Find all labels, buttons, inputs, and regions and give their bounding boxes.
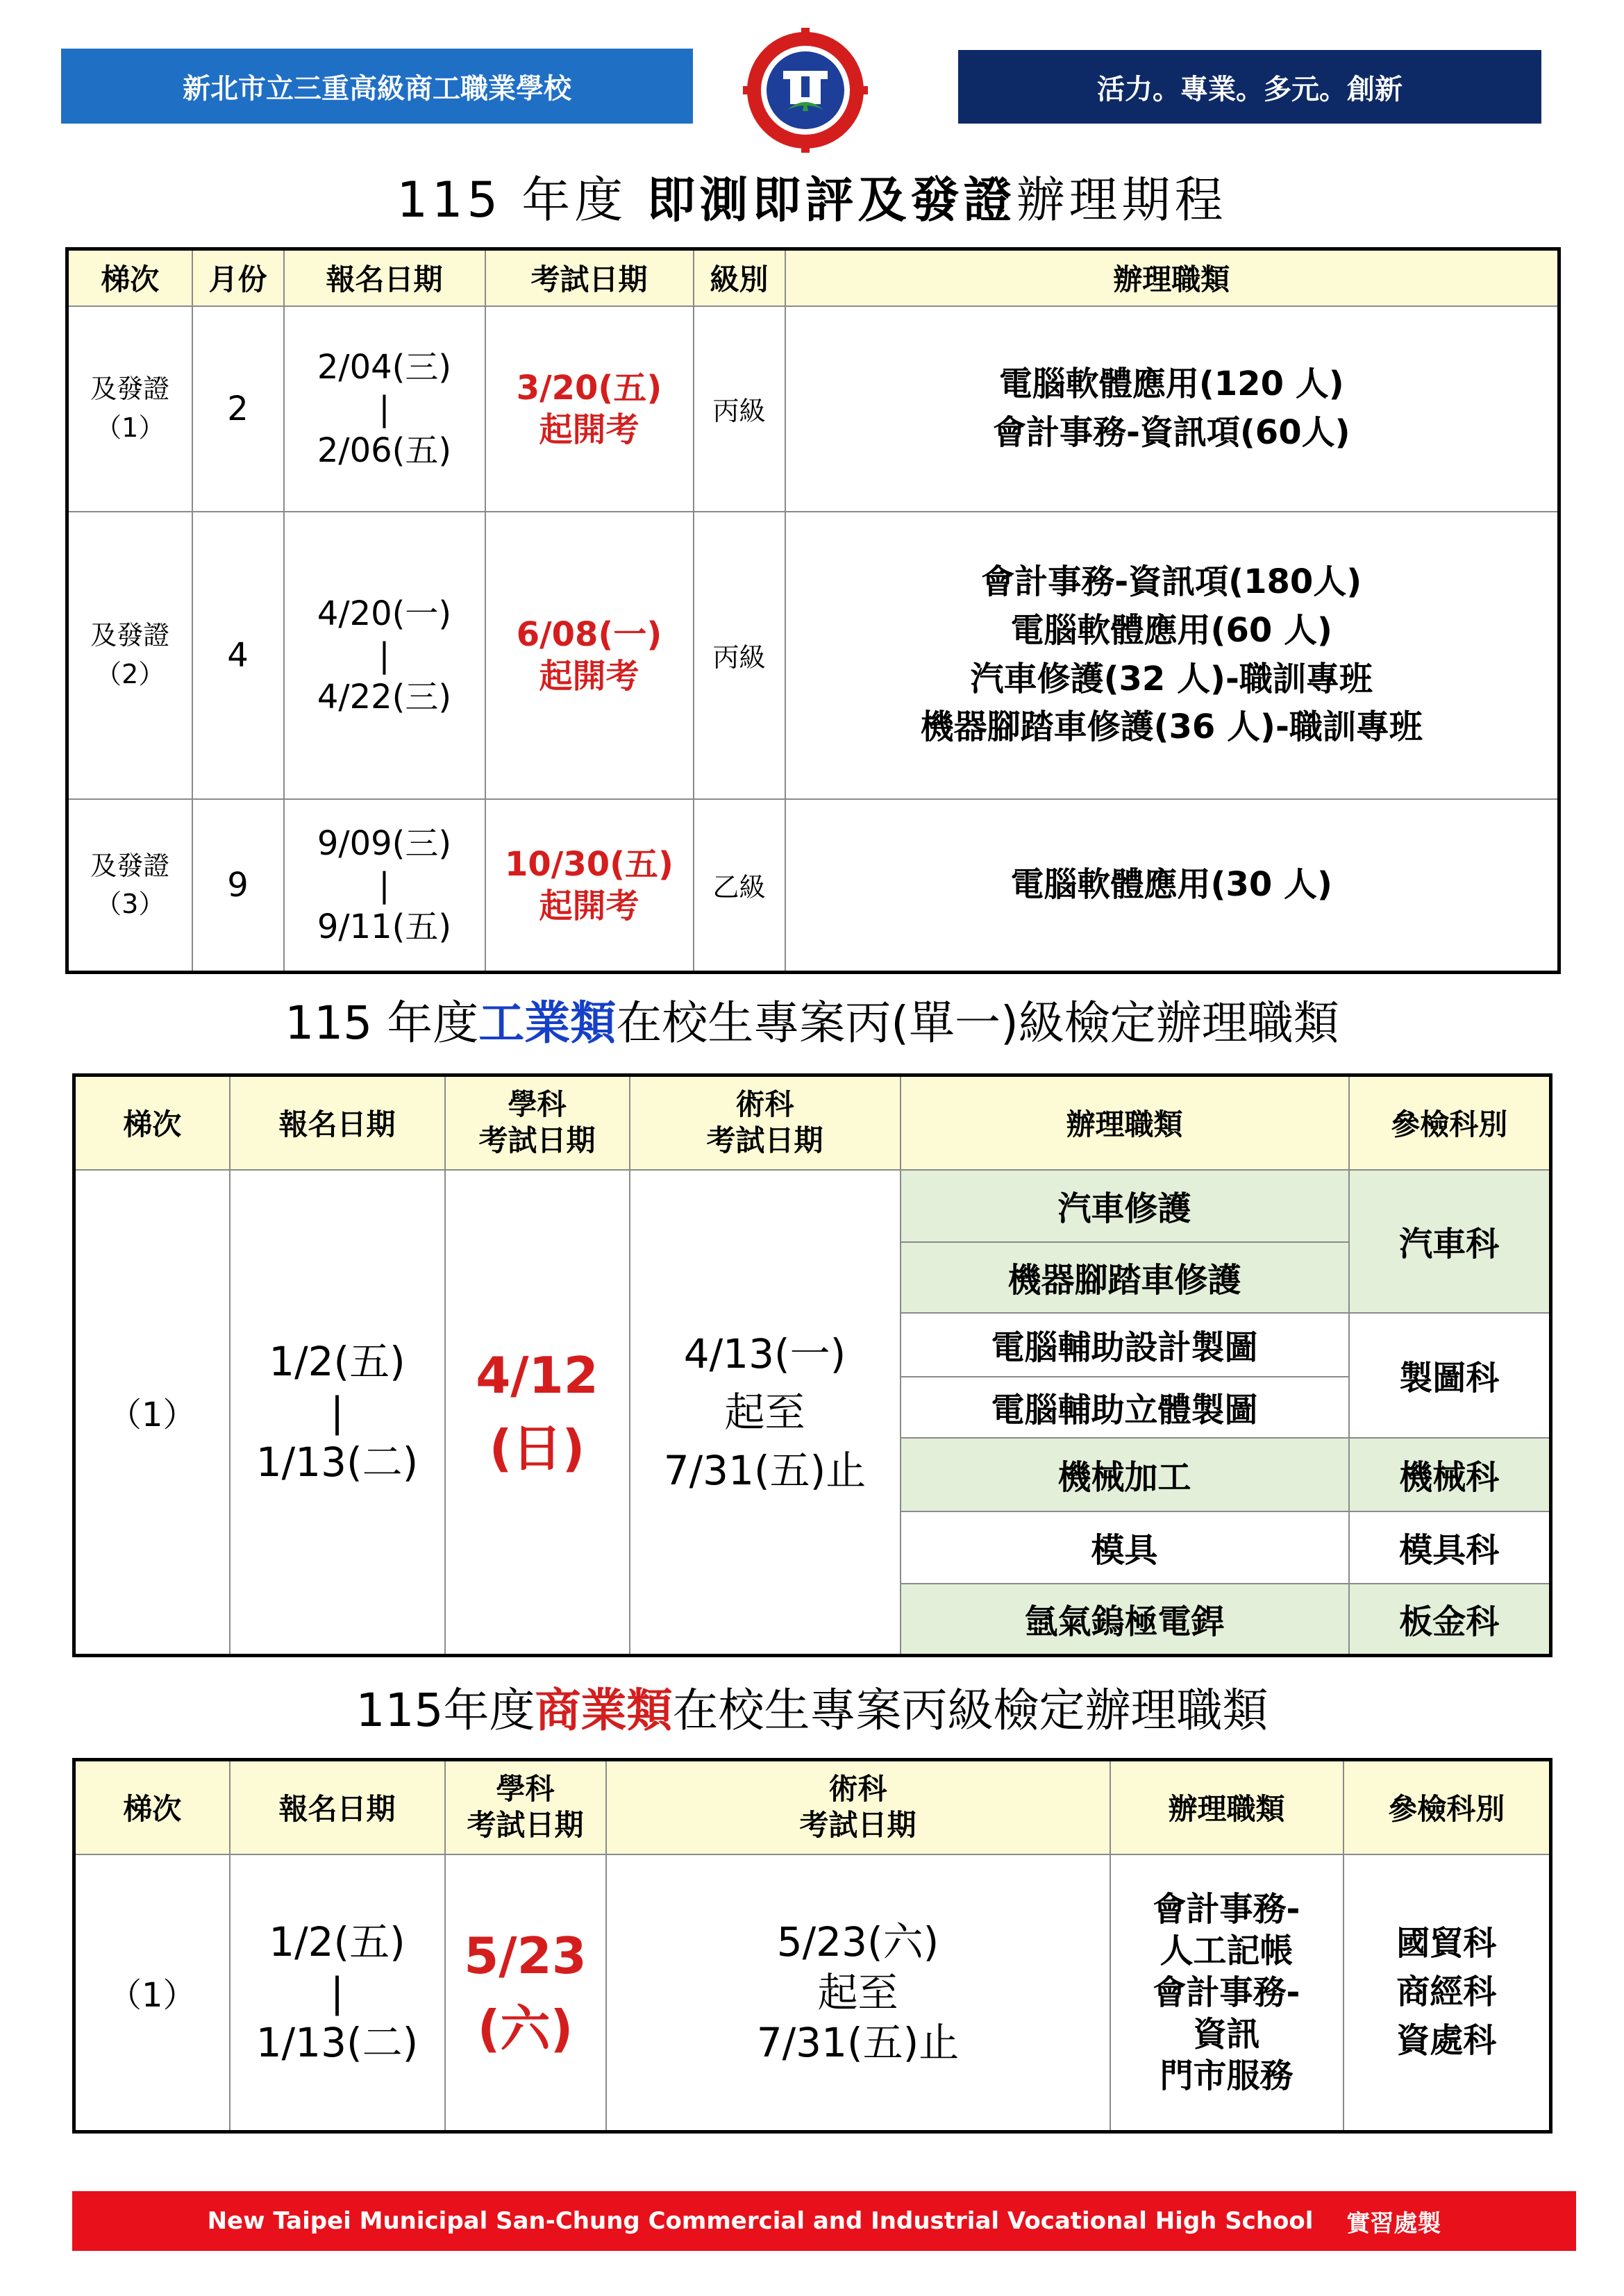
reg-start: 1/2(五) (269, 1918, 405, 1966)
job-item: 會計事務- (1153, 1972, 1300, 2012)
theory-exam-cell (445, 1854, 606, 2132)
department-cell: 製圖科 (1349, 1313, 1551, 1438)
header-exam-date: 考試日期 (485, 249, 694, 306)
reg-end: 1/13(二) (256, 1439, 419, 1486)
section3-title-suffix: 在校生專案丙級檢定辦理職類 (672, 1684, 1269, 1737)
job-item: 機器腳踏車修護(36 人)-職訓專班 (920, 707, 1423, 747)
department-cell (1343, 1854, 1551, 2132)
section2-title-highlight: 工業類 (478, 996, 617, 1050)
header-registration: 報名日期 (230, 1075, 445, 1170)
batch-number: （1） (95, 412, 165, 443)
department-cell: 模具科 (1349, 1511, 1551, 1584)
schedule-table (65, 247, 1561, 974)
header-job-types: 辦理職類 (785, 249, 1559, 306)
school-motto: 活力。專業。多元。創新 (1097, 73, 1403, 106)
section1-title-prefix: 115 年度 (396, 171, 647, 228)
department-cell: 板金科 (1349, 1584, 1551, 1656)
theory-weekday: (六) (477, 1999, 574, 2058)
job-item: 會計事務-資訊項(60人) (992, 412, 1350, 452)
job-item: 人工記帳 (1160, 1931, 1294, 1970)
header-registration: 報名日期 (284, 249, 485, 306)
exam-start-note: 起開考 (539, 410, 639, 449)
school-name-banner (61, 49, 693, 124)
header-batch: 梯次 (74, 1760, 230, 1854)
batch-number: （2） (95, 658, 165, 689)
registration-cell (284, 512, 485, 799)
practical-end: 7/31(五)止 (756, 2019, 960, 2066)
header-month: 月份 (192, 249, 284, 306)
reg-start: 9/09(三) (317, 823, 452, 863)
footer-made-by: 實習處製 (1346, 2209, 1441, 2238)
header-practical-date-label: 考試日期 (799, 1808, 916, 1843)
exam-date-cell (485, 799, 694, 973)
reg-end: 1/13(二) (256, 2019, 419, 2066)
header-registration: 報名日期 (230, 1760, 445, 1854)
job-types-cell (785, 512, 1559, 799)
job-item: 機械加工 (901, 1438, 1349, 1511)
practical-range-word: 起至 (724, 1388, 805, 1436)
theory-date: 5/23 (464, 1927, 587, 1986)
job-item: 汽車修護 (901, 1170, 1349, 1242)
exam-date-cell (485, 306, 694, 512)
batch-label: 及發證 (90, 374, 170, 405)
reg-separator: | (378, 389, 390, 428)
section2-title (0, 986, 1624, 1052)
job-types-cell (785, 799, 1559, 973)
table-row (67, 512, 1559, 799)
registration-cell (230, 1170, 445, 1656)
header-level: 級別 (694, 249, 785, 306)
month-cell: 9 (192, 799, 284, 973)
practical-exam-cell (630, 1170, 901, 1656)
job-item: 電腦軟體應用(60 人) (1010, 610, 1332, 650)
header-theory-date-label: 考試日期 (478, 1123, 596, 1158)
commercial-table (72, 1758, 1552, 2134)
exam-start-note: 起開考 (539, 886, 639, 925)
job-item: 電腦輔助立體製圖 (901, 1377, 1349, 1438)
practical-start: 5/23(六) (776, 1918, 939, 1966)
section3-title (0, 1673, 1624, 1739)
reg-end: 2/06(五) (317, 430, 452, 470)
level-cell: 丙級 (694, 512, 785, 799)
commercial-header-row (74, 1760, 1551, 1854)
school-name: 新北市立三重高級商工職業學校 (183, 72, 571, 105)
registration-cell (230, 1854, 445, 2132)
practical-start: 4/13(一) (683, 1330, 846, 1377)
exam-start-note: 起開考 (539, 656, 639, 696)
reg-start: 4/20(一) (317, 594, 452, 633)
job-item: 汽車修護(32 人)-職訓專班 (970, 659, 1373, 698)
footer-banner (72, 2191, 1576, 2251)
header-theory-exam (445, 1760, 606, 1854)
job-item: 電腦軟體應用(30 人) (1010, 864, 1332, 904)
batch-label: 及發證 (90, 620, 170, 651)
job-item: 電腦軟體應用(120 人) (998, 364, 1344, 403)
industrial-table (72, 1073, 1552, 1657)
batch-cell: （1） (74, 1170, 230, 1656)
section3-title-prefix: 115年度 (355, 1684, 535, 1737)
batch-label: 及發證 (90, 850, 170, 881)
batch-cell: （1） (74, 1854, 230, 2132)
header-job-types: 辦理職類 (901, 1075, 1349, 1170)
header-practical-exam (606, 1760, 1110, 1854)
theory-exam-cell (445, 1170, 630, 1656)
reg-separator: | (378, 635, 390, 675)
school-logo (743, 28, 868, 153)
exam-date: 3/20(五) (516, 368, 662, 408)
practical-end: 7/31(五)止 (663, 1446, 867, 1494)
reg-separator: | (330, 1968, 344, 2016)
job-types-cell (785, 306, 1559, 512)
month-cell: 2 (192, 306, 284, 512)
exam-date: 6/08(一) (516, 614, 662, 654)
section1-title (0, 161, 1624, 231)
section1-title-bold: 即測即評及發證 (646, 171, 1016, 228)
exam-date: 10/30(五) (504, 844, 673, 884)
department-item: 國貿科 (1396, 1924, 1497, 1963)
theory-weekday: (日) (489, 1418, 585, 1477)
section3-title-highlight: 商業類 (535, 1684, 673, 1737)
theory-date: 4/12 (476, 1346, 598, 1405)
header-batch: 梯次 (67, 249, 192, 306)
job-item: 會計事務- (1153, 1889, 1300, 1929)
batch-cell (67, 799, 192, 973)
department-item: 資處科 (1396, 2020, 1497, 2060)
reg-separator: | (330, 1388, 344, 1436)
department-cell: 機械科 (1349, 1438, 1551, 1511)
practical-range-word: 起至 (817, 1968, 898, 2016)
header-practical-label: 術科 (828, 1771, 887, 1806)
batch-cell (67, 306, 192, 512)
header-department: 參檢科別 (1349, 1075, 1551, 1170)
header-theory-exam (445, 1075, 630, 1170)
header-practical-label: 術科 (735, 1087, 794, 1121)
reg-start: 1/2(五) (269, 1338, 405, 1385)
level-cell: 乙級 (694, 799, 785, 973)
header-theory-label: 學科 (496, 1771, 555, 1806)
footer-school-name: New Taipei Municipal San-Chung Commercial and Industrial Vocational High School (207, 2207, 1314, 2235)
section1-title-suffix: 辦理期程 (1016, 171, 1228, 228)
table-row (67, 306, 1559, 512)
header-department: 參檢科別 (1343, 1760, 1551, 1854)
job-item: 氬氣鎢極電銲 (901, 1584, 1349, 1656)
job-item: 機器腳踏車修護 (901, 1242, 1349, 1313)
job-item: 門市服務 (1160, 2056, 1294, 2095)
table-row (67, 799, 1559, 973)
section2-title-prefix: 115 年度 (285, 996, 479, 1050)
level-cell: 丙級 (694, 306, 785, 512)
table-row (74, 1854, 1551, 2132)
batch-cell (67, 512, 192, 799)
department-item: 商經科 (1396, 1972, 1497, 2011)
header-practical-exam (630, 1075, 901, 1170)
job-item: 資訊 (1193, 2014, 1260, 2054)
industrial-header-row (74, 1075, 1551, 1170)
month-cell: 4 (192, 512, 284, 799)
table-row (74, 1170, 1551, 1242)
job-item: 電腦輔助設計製圖 (901, 1313, 1349, 1377)
header-practical-date-label: 考試日期 (706, 1123, 823, 1158)
exam-date-cell (485, 512, 694, 799)
reg-start: 2/04(三) (317, 347, 452, 387)
job-item: 模具 (901, 1511, 1349, 1584)
header-theory-date-label: 考試日期 (467, 1808, 584, 1843)
practical-exam-cell (606, 1854, 1110, 2132)
section2-title-suffix: 在校生專案丙(單一)級檢定辦理職類 (616, 996, 1339, 1050)
header-theory-label: 學科 (508, 1087, 567, 1121)
reg-end: 9/11(五) (317, 907, 452, 946)
job-types-cell (1110, 1854, 1343, 2132)
registration-cell (284, 306, 485, 512)
header-job-types: 辦理職類 (1110, 1760, 1343, 1854)
registration-cell (284, 799, 485, 973)
department-cell: 汽車科 (1349, 1170, 1551, 1313)
header-batch: 梯次 (74, 1075, 230, 1170)
batch-number: （3） (95, 888, 165, 919)
schedule-header-row (67, 249, 1559, 306)
reg-separator: | (378, 865, 390, 905)
job-item: 會計事務-資訊項(180人) (981, 562, 1362, 602)
reg-end: 4/22(三) (317, 677, 452, 717)
motto-banner (958, 50, 1541, 124)
